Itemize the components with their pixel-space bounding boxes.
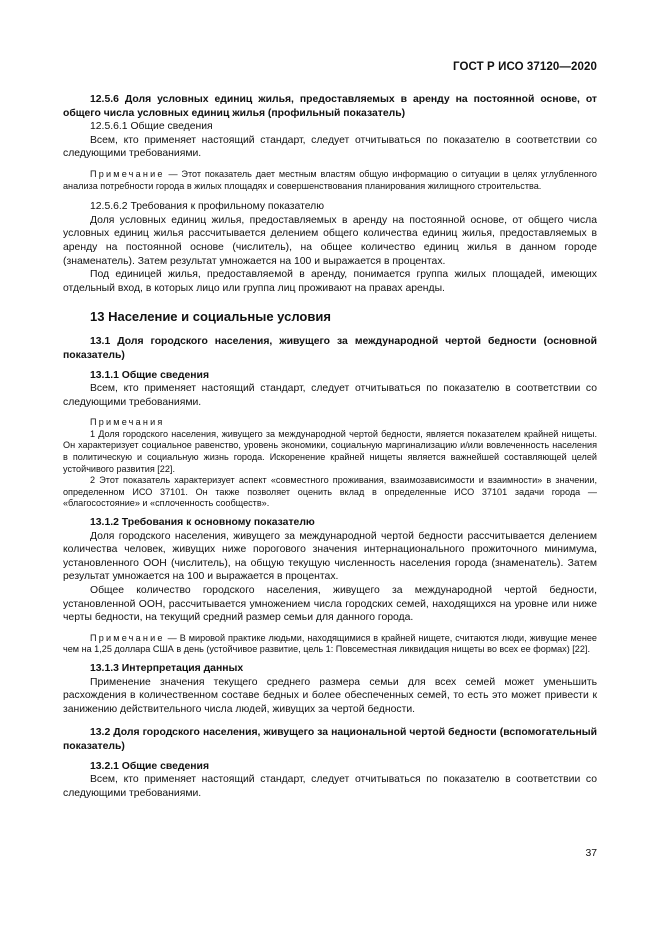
note-label: Примечание (90, 168, 165, 179)
paragraph: Доля условных единиц жилья, предоставляемых в аренду на постоянной основе, от общего числа условных единиц жилья рассчитывается делением общего количества единиц жилья, предоставляемых в аренду на постоянной основе (числитель), на общее количество единиц жилья в данном городе (знаменатель). Затем результат умножается на 100 и выражается в процентах. (63, 214, 597, 267)
subsection-heading-12-5-6-1: 12.5.6.1 Общие сведения (90, 121, 213, 133)
paragraph: Всем, кто применяет настоящий стандарт, следует отчитываться по показателю в соответствии со следующими требованиями. (63, 383, 597, 408)
paragraph: Под единицей жилья, предоставляемой в аренду, понимается группа жилых площадей, имеющих отдельный вход, в которых лицо или группа лиц проживают на правах аренды. (63, 269, 597, 294)
page-content (63, 93, 597, 800)
subsection-heading-13-1-2: 13.1.2 Требования к основному показателю (90, 517, 315, 529)
paragraph: Общее количество городского населения, живущего за международной чертой бедности, установленной ООН, рассчитывается умножением числа городских семей, находящихся на уровне или ниже черты бедности, на текущий средний размер семьи для данного города. (63, 585, 597, 624)
document-id: ГОСТ Р ИСО 37120—2020 (452, 61, 597, 73)
subsection-heading-13-1-1: 13.1.1 Общие сведения (90, 369, 210, 381)
note-label: Примечание (90, 632, 165, 643)
paragraph: Всем, кто применяет настоящий стандарт, следует отчитываться по показателю в соответствии со следующими требованиями. (63, 134, 597, 160)
note-1: 1 Доля городского населения, живущего за международной чертой бедности, является показателем крайней нищеты. Он характеризует социальное равенство, уровень экономики, социальную маргинализацию и/или вовлеченность населения в политическую и социальную жизнь города. Искоренение крайней нищеты является важнейшей составляющей целей устойчивого развития [22]. (63, 428, 597, 474)
note (63, 169, 597, 192)
section-heading-13: 13 Население и социальные условия (90, 309, 331, 325)
note-text: — Этот показатель дает местным властям общую информацию о ситуации в целях углубленного анализа потребности города в жилых площадях и совершенствования планирования жилищного строительства. (63, 168, 597, 191)
subsection-heading-13-2-1: 13.2.1 Общие сведения (90, 760, 210, 772)
note-3 (63, 633, 597, 656)
subsection-heading-12-5-6-2: 12.5.6.2 Требования к профильному показателю (90, 201, 325, 213)
page-number: 37 (585, 848, 597, 859)
section-heading-12-5-6: 12.5.6 Доля условных единиц жилья, предоставляемых в аренду на постоянной основе, от общего числа условных единиц жилья (профильный показатель) (63, 94, 597, 119)
subsection-heading-13-1-3: 13.1.3 Интерпретация данных (90, 662, 244, 674)
notes-label: Примечания (90, 417, 165, 428)
note-2: 2 Этот показатель характеризует аспект «совместного проживания, взаимозависимости и взаимности» в значении, определенном ИСО 37101. Он также позволяет оценить вклад в определенные ИСО 37101 задачи города — «благосостояние» и «сплоченность сообществ». (63, 475, 597, 509)
paragraph: Доля городского населения, живущего за международной чертой бедности рассчитывается делением количества человек, живущих ниже порогового значения интернационального прожиточного минимума, установленного ООН (числитель), на общую текущую численность населения города (знаменатель). Затем результат умножается на 100 и выражается в процентах. (63, 530, 597, 583)
section-heading-13-2: 13.2 Доля городского населения, живущего за национальной чертой бедности (вспомогательный показатель) (63, 727, 597, 752)
section-heading-13-1: 13.1 Доля городского населения, живущего за международной чертой бедности (основной показатель) (63, 336, 597, 361)
paragraph: Применение значения текущего среднего размера семьи для всех семей может уменьшить расхождения в количественном составе бедных и более обеспеченных семей, то есть это может привести к занижению действительного числа людей, живущих за чертой бедности. (63, 676, 597, 715)
note-text: — В мировой практике людьми, находящимися в крайней нищете, считаются люди, живущие менее чем на 1,25 доллара США в день (устойчивое развитие, цель 1: Повсеместная ликвидация нищеты во всех ее формах) [22]. (63, 632, 597, 655)
paragraph: Всем, кто применяет настоящий стандарт, следует отчитываться по показателю в соответствии со следующими требованиями. (63, 774, 597, 799)
